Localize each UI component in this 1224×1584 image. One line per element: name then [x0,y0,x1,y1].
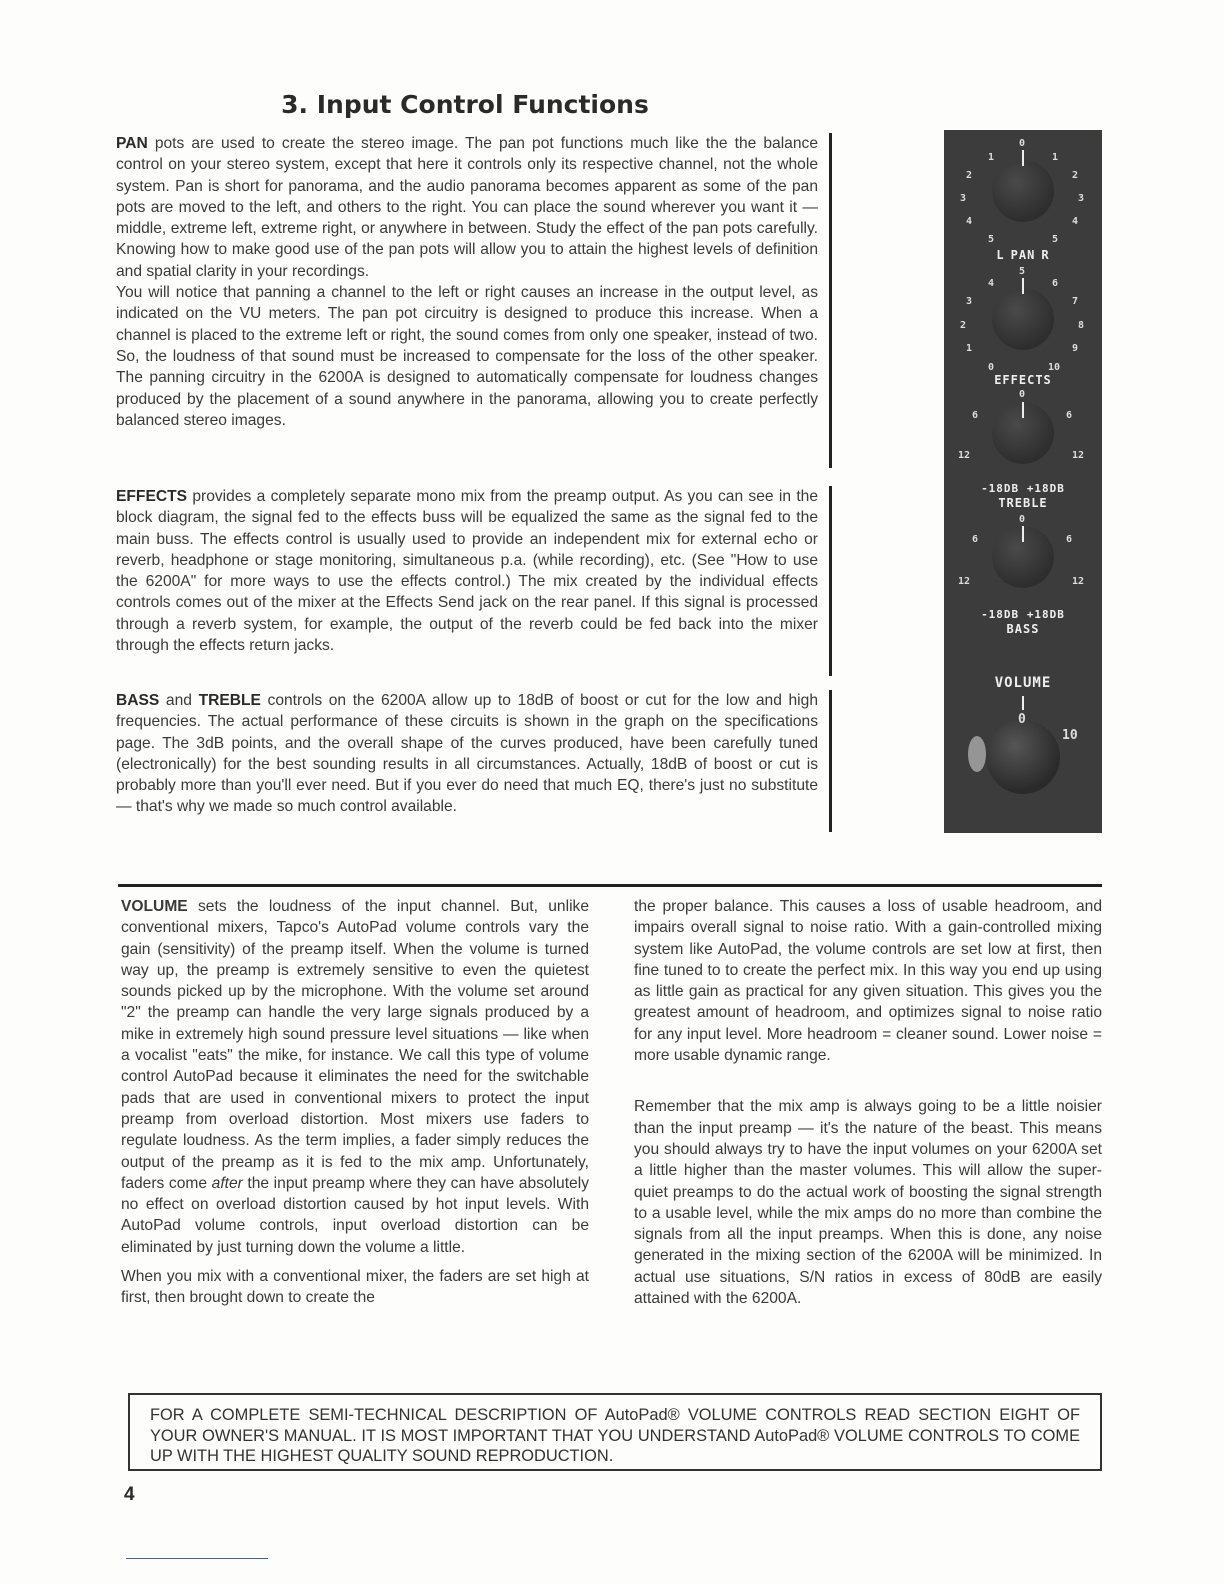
bass-num-zero: 0 [1019,514,1026,525]
note-text: FOR A COMPLETE SEMI-TECHNICAL DESCRIPTION OF AutoPad® VOLUME CONTROLS READ SECTION EIGHT OF YOUR OWNER'S MANUAL. IT IS MOST IMPORTANT THAT YOU UNDERSTAND AutoPad® VOLUME CONTROLS TO COME UP WITH THE HIGHEST QUALITY SOUND REPRODUCTION. [150,1406,1080,1465]
pan-text-2: You will notice that panning a channel to the left or right causes an increase in the output level, as indicated on the VU meters. The pan pot circuitry is designed to produce this increase. When a channel is placed to the extreme left or right, the sound comes from only one speaker, instead of two. So, the loudness of that sound must be increased to compensate for the loss of the other speaker. The panning circuitry in the 6200A is designed to automatically compensate for loudness changes produced by the placement of a sound anywhere in the panorama, allowing you to create perfectly balanced stereo images. [116,284,818,429]
treble-lead: TREBLE [198,692,261,709]
treble-label: TREBLE [998,496,1048,510]
pan-section [116,133,818,431]
volume-num-zero: 0 [1018,712,1026,727]
effects-num-r10: 10 [1048,362,1061,373]
pan-num-r2: 2 [1072,170,1079,181]
effects-knob [992,288,1054,350]
bass-num-12l: 12 [958,576,971,587]
pan-label-text: PAN [1010,248,1036,262]
bass-label: BASS [1006,622,1040,636]
pan-margin-bar [829,133,832,468]
bass-knob-pointer [1022,526,1024,542]
footer-line [126,1558,268,1559]
effects-num-top: 5 [1019,266,1026,277]
effects-num-l3: 3 [966,296,973,307]
effects-num-r6: 6 [1052,278,1059,289]
bass-plus: +18DB [1026,608,1065,621]
pan-right-marker: R [1041,248,1050,262]
page-number: 4 [124,1484,135,1505]
pan-num-r4: 4 [1072,216,1079,227]
bass-num-6r: 6 [1066,534,1073,545]
volume-knob-pointer [1022,696,1024,710]
effects-num-r8: 8 [1078,320,1085,331]
volume-paragraph-2: When you mix with a conventional mixer, the faders are set high at first, then brought down to create the [121,1268,589,1307]
pan-num-r5: 5 [1052,234,1059,245]
effects-num-r7: 7 [1072,296,1079,307]
bass-num-12r: 12 [1072,576,1085,587]
pan-num-l2: 2 [966,170,973,181]
bass-treble-margin-bar [829,690,832,832]
bass-treble-section [116,690,818,818]
volume-text-b: the input preamp where they can have absolutely no effect on overload distortion caused by hot input levels. With AutoPad volume controls, input overload distortion can be eliminated by just turning down the volume a little. [121,1174,589,1256]
pan-text: pots are used to create the stereo image. The pan pot functions much like the the balance control on your stereo system, except that here it controls only its respective channel, not the whole system. Pan is short for panorama, and the audio panorama becomes apparent as some of the pan pots are moved to the left, and others to the right. You can place the sound wherever you want it — middle, extreme left, extreme right, or anywhere in between. Study the effect of the pan pots carefully. Knowing how to make good use of the pan pots will allow you to attain the highest levels of definition and spatial clarity in your recordings. [116,135,818,280]
volume-paragraph-3: the proper balance. This causes a loss of usable headroom, and impairs overall signal to noise ratio. With a gain-controlled mixing system like AutoPad, the volume controls are set low at first, then fine tuned to to create the perfect mix. In this way you end up using as little gain as practical for any given situation. This gives you the greatest amount of headroom, and optimizes signal to noise ratio for any input level. More headroom = cleaner sound. Lower noise = more usable dynamic range. [634,898,1102,1065]
effects-num-l1: 1 [966,343,973,354]
volume-knob [986,720,1060,794]
volume-column-left [121,896,589,1309]
treble-num-12l: 12 [958,450,971,461]
effects-margin-bar [829,486,832,676]
treble-num-12r: 12 [1072,450,1085,461]
volume-num-ten: 10 [1062,728,1078,743]
treble-range-label [944,482,1102,495]
pan-knob-pointer [1022,150,1024,166]
pan-num-r3: 3 [1078,193,1085,204]
volume-column-right [634,896,1102,1309]
channel-strip-photo [944,130,1102,833]
treble-plus: +18DB [1026,482,1065,495]
section-divider [118,884,1102,887]
treble-minus: -18DB [981,482,1020,495]
pan-num-l1: 1 [988,152,995,163]
pan-num-top: 0 [1019,138,1026,149]
effects-knob-pointer [1022,278,1024,294]
volume-text-a: sets the loudness of the input channel. But, unlike conventional mixers, Tapco's AutoPad volume controls vary the gain (sensitivity) of the preamp itself. When the volume is turned way up, the preamp is extremely sensitive to even the quietest sounds picked up by the microphone. With the volume set around "2" the preamp can handle the very large signals produced by a mike in extremely high sound pressure level situations — like when a vocalist "eats" the mike, for instance. We call this type of volume control AutoPad because it eliminates the need for the switchable pads that are used in conventional mixers to protect the input preamp from overload distortion. Most mixers use faders to regulate loudness. As the term implies, a fader simply reduces the output of the preamp as it is fed to the mix amp. Unfortunately, faders come [121,898,589,1192]
pan-num-r1: 1 [1052,152,1059,163]
volume-paragraph-4: Remember that the mix amp is always going to be a little noisier than the input preamp — it's the nature of the beast. This means you should always try to have the input volumes on your 6200A set a little higher than the master volumes. This will allow the super-quiet preamps to do the actual work of boosting the signal strength to a usable level, while the mix amps do no more than combine the signals from all the input preamps. When this is done, any noise generated in the mixing section of the 6200A will be minimized. In actual use situations, S/N ratios in excess of 80dB are easily attained with the 6200A. [634,1098,1102,1308]
pan-knob [992,160,1054,222]
pan-num-l3: 3 [960,193,967,204]
volume-lead: VOLUME [121,898,188,915]
pan-lead: PAN [116,135,148,152]
volume-knob-highlight [968,736,986,772]
pan-num-l5: 5 [988,234,995,245]
effects-text: provides a completely separate mono mix from the preamp output. As you can see in the block diagram, the signal fed to the effects buss will be equalized the same as the signal fed to the main buss. The effects control is usually used to provide an independent mix for external echo or reverb, headphone or stage monitoring, simultaneous p.a. (while recording), etc. (See "How to use the 6200A" for more ways to use the effects control.) The mix created by the individual effects controls comes out of the mixer at the Effects Send jack on the rear panel. If this signal is processed through a reverb system, for example, the output of the reverb could be fed back into the mixer through the effects return jacks. [116,488,818,655]
bass-treble-text: controls on the 6200A allow up to 18dB of boost or cut for the low and high frequencies. The actual performance of these circuits is shown in the graph on the specifications page. The 3dB points, and the overall shape of the curves produced, have been carefully tuned (electronically) for the best sounding results in all circumstances. Actually, 18dB of boost or cut is probably more than you'll ever need. But if you ever do need that much EQ, there's just no substitute — that's why we made so much control available. [116,692,818,816]
note-box [128,1393,1102,1471]
treble-num-6r: 6 [1066,410,1073,421]
page-title: 3. Input Control Functions [281,90,649,119]
treble-num-6l: 6 [972,410,979,421]
pan-num-l4: 4 [966,216,973,227]
pan-label [944,248,1102,262]
volume-paragraph-1 [121,896,589,1258]
effects-num-l0: 0 [988,362,995,373]
effects-label: EFFECTS [994,373,1052,387]
bass-treble-and: and [159,692,199,709]
bass-num-6l: 6 [972,534,979,545]
treble-knob-pointer [1022,402,1024,418]
bass-lead: BASS [116,692,160,709]
bass-minus: -18DB [981,608,1020,621]
effects-section [116,486,818,656]
effects-num-l2: 2 [960,320,967,331]
volume-after: after [211,1174,243,1192]
pan-left-marker: L [996,248,1005,262]
effects-num-r9: 9 [1072,343,1079,354]
effects-lead: EFFECTS [116,488,188,505]
effects-num-l4: 4 [988,278,995,289]
volume-label: VOLUME [994,675,1052,691]
bass-range-label [944,608,1102,621]
treble-num-zero: 0 [1019,389,1026,400]
